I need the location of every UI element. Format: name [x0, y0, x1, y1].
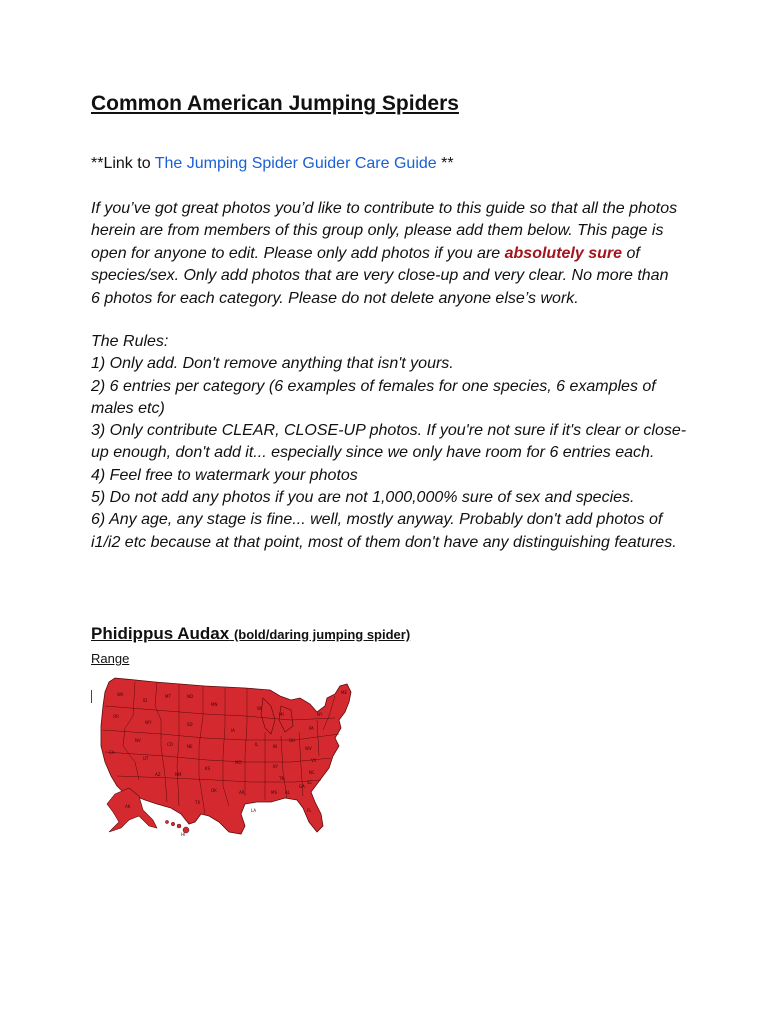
svg-text:ND: ND — [187, 694, 194, 699]
species-name: Phidippus Audax — [91, 624, 230, 643]
svg-text:WV: WV — [305, 746, 312, 751]
intro-text-part2: of species/sex. Only add photos that are very close-up and very clear. No more than 6 photos for each category. Please do not delete anyone else’s work. — [91, 244, 669, 307]
text-cursor — [91, 690, 92, 703]
svg-text:OR: OR — [113, 714, 119, 719]
document-title: Common American Jumping Spiders — [91, 92, 459, 115]
svg-text:MN: MN — [211, 702, 218, 707]
svg-text:UT: UT — [143, 756, 149, 761]
svg-text:NY: NY — [317, 712, 323, 717]
svg-text:PA: PA — [309, 726, 314, 731]
rules-heading: The Rules: — [91, 333, 169, 350]
svg-text:FL: FL — [307, 808, 312, 813]
range-map-states — [101, 678, 351, 834]
hawaii-shape — [165, 820, 189, 833]
svg-text:AL: AL — [285, 790, 290, 795]
svg-text:MI: MI — [279, 712, 284, 717]
svg-text:CO: CO — [167, 742, 173, 747]
svg-text:MO: MO — [235, 760, 242, 765]
species-heading — [91, 624, 410, 644]
svg-text:ID: ID — [143, 698, 148, 703]
svg-text:TN: TN — [279, 776, 285, 781]
svg-text:IA: IA — [231, 728, 235, 733]
svg-text:NE: NE — [187, 744, 193, 749]
species-common-name: (bold/daring jumping spider) — [233, 627, 411, 642]
range-map — [95, 676, 357, 846]
svg-text:SD: SD — [187, 722, 193, 727]
svg-text:VA: VA — [311, 758, 317, 763]
rule-item: 2) 6 entries per category (6 examples of females for one species, 6 examples of males etc) — [91, 377, 656, 417]
svg-text:MT: MT — [165, 694, 171, 699]
rule-item: 1) Only add. Don't remove anything that isn't yours. — [91, 355, 454, 373]
svg-text:NC: NC — [309, 770, 315, 775]
rule-item: 3) Only contribute CLEAR, CLOSE-UP photos. If you're not sure if it's clear or close-up enough, don't add it... especially since we only have room for 6 entries each. — [91, 422, 687, 462]
intro-emphasis: absolutely sure — [504, 244, 622, 262]
svg-text:KY: KY — [273, 764, 278, 769]
svg-text:HI: HI — [181, 832, 186, 837]
svg-text:LA: LA — [251, 808, 257, 813]
svg-text:IN: IN — [273, 744, 278, 749]
svg-text:WA: WA — [117, 692, 124, 697]
rules-section — [91, 331, 691, 554]
care-guide-link[interactable]: The Jumping Spider Guider Care Guide — [154, 155, 437, 172]
svg-text:CA: CA — [109, 750, 115, 755]
svg-text:NM: NM — [175, 772, 182, 777]
svg-text:AK: AK — [125, 804, 131, 809]
svg-text:KS: KS — [205, 766, 211, 771]
svg-text:MS: MS — [271, 790, 277, 795]
svg-text:OH: OH — [289, 738, 296, 743]
range-label: Range — [91, 651, 130, 666]
svg-text:AR: AR — [239, 790, 245, 795]
svg-text:SC: SC — [307, 780, 313, 785]
link-suffix: ** — [436, 155, 454, 172]
svg-text:NV: NV — [135, 738, 141, 743]
rule-item: 6) Any age, any stage is fine... well, mostly anyway. Probably don't add photos of i1/i2 etc because at that point, most of them don't have any distinguishing features. — [91, 511, 677, 551]
rule-item: 4) Feel free to watermark your photos — [91, 466, 358, 484]
svg-text:IL: IL — [255, 742, 259, 747]
guide-link-line — [91, 154, 454, 174]
rule-item: 5) Do not add any photos if you are not 1,000,000% sure of sex and species. — [91, 489, 635, 507]
intro-paragraph — [91, 198, 681, 310]
svg-text:WY: WY — [145, 720, 152, 725]
svg-text:OK: OK — [211, 788, 217, 793]
intro-text-part1: If you’ve got great photos you’d like to contribute to this guide so that all the photos herein are from members of this group only, please add them below. This page is open for anyone to edit. Please only add photos if you are — [91, 200, 678, 262]
link-prefix: **Link to — [91, 155, 155, 172]
svg-text:GA: GA — [299, 784, 305, 789]
svg-text:AZ: AZ — [155, 772, 161, 777]
svg-text:ME: ME — [341, 690, 347, 695]
svg-text:TX: TX — [195, 800, 201, 805]
svg-text:WI: WI — [257, 706, 263, 711]
